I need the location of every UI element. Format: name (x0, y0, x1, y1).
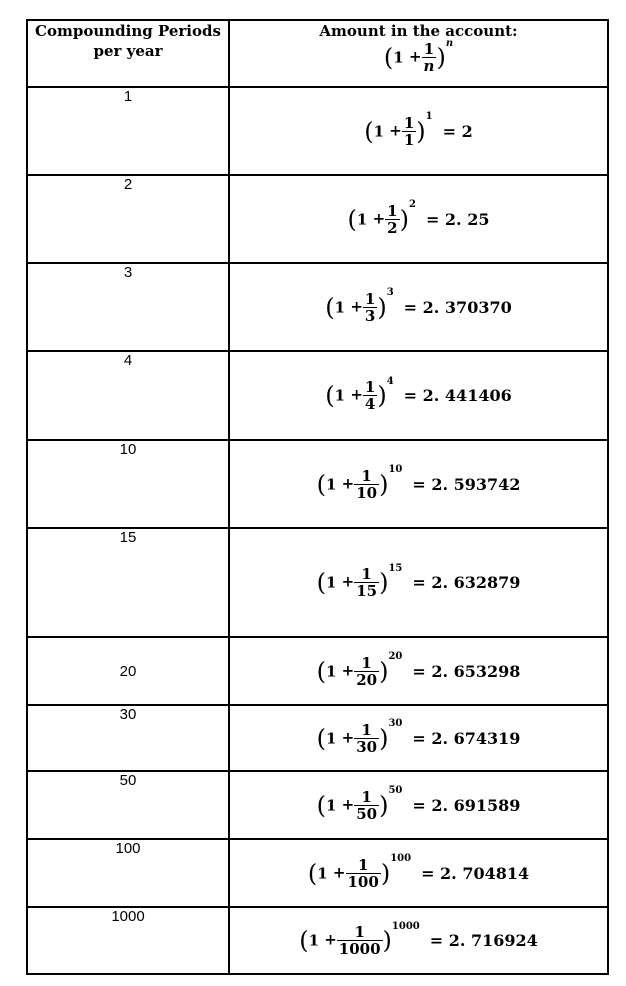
exponent: 30 (388, 718, 403, 729)
formula-expression: (1 + $\frac{1}{10}$ )$^{10}$ (316, 464, 403, 502)
amount-value: = 2 (442, 121, 473, 141)
formula-expression: (1 + $\frac{1}{4}$ )$^4$ (325, 375, 394, 413)
table-row (27, 839, 608, 907)
amount-value: = 2. 441406 (403, 386, 512, 405)
amount-value: = 2. 716924 (429, 931, 538, 950)
exponent: 2 (408, 199, 416, 210)
amount-formula (229, 87, 608, 175)
amount-value: = 2. 370370 (403, 297, 512, 317)
exponent: 1 (425, 111, 433, 122)
amount-value: = 2. 653298 (412, 661, 521, 681)
table-row (27, 351, 608, 440)
period-count: 1000 (27, 907, 229, 974)
periods-header-line2: per year (93, 42, 163, 60)
period-count: 3 (27, 263, 229, 351)
table-row (27, 771, 608, 839)
exponent: 100 (390, 853, 412, 864)
exponent: 50 (388, 785, 403, 796)
period-count: 4 (27, 351, 229, 440)
periods-header-line1: Compounding Periods (35, 22, 221, 40)
amount-formula (229, 637, 608, 705)
period-count: 10 (27, 440, 229, 528)
period-count: 30 (27, 705, 229, 771)
period-count: 50 (27, 771, 229, 839)
formula-expression: (1 + $\frac{1}{1000}$ )$^{1000}$ (299, 920, 420, 958)
table-row (27, 528, 608, 637)
formula-expression: (1 + $\frac{1}{2}$ )$^2$ (347, 199, 416, 237)
amount-value: = 2. 674319 (412, 728, 521, 748)
amount-value: = 2. 704814 (421, 863, 530, 883)
formula-expression: (1 + $\frac{1}{3}$ )$^3$ (325, 287, 394, 325)
amount-formula (229, 175, 608, 263)
amount-formula (229, 528, 608, 637)
exponent: 10 (388, 464, 403, 475)
amount-value: = 2. 593742 (412, 474, 521, 494)
amount-value: = 2. 632879 (412, 573, 521, 592)
period-count: 2 (27, 175, 229, 263)
formula-expression: (1 + $\frac{1}{100}$ )$^{100}$ (307, 853, 412, 891)
formula-expression: (1 + $\frac{1}{15}$ )$^{15}$ (316, 562, 403, 600)
table-row (27, 440, 608, 528)
exponent: 20 (388, 651, 403, 662)
amount-header (229, 20, 608, 87)
amount-formula (229, 771, 608, 839)
amount-header-label: Amount in the account: (319, 22, 518, 40)
formula-expression: (1 + $\frac{1}{20}$ )$^{20}$ (316, 651, 403, 689)
header-row (27, 20, 608, 87)
amount-value: = 2. 691589 (412, 795, 521, 815)
table-row (27, 263, 608, 351)
table-row (27, 175, 608, 263)
exponent: 1000 (391, 920, 420, 932)
header-formula: (1 + $\frac{1}{n}$ )$^n$ (383, 37, 454, 75)
compounding-table (26, 19, 609, 975)
amount-formula (229, 839, 608, 907)
exponent: 3 (386, 287, 394, 298)
amount-formula (229, 440, 608, 528)
amount-formula (229, 263, 608, 351)
formula-expression: (1 + $\frac{1}{1}$ )$^1$ (364, 111, 433, 149)
table-row (27, 705, 608, 771)
period-count: 20 (27, 637, 229, 705)
amount-value: = 2. 25 (425, 209, 490, 229)
formula-expression: (1 + $\frac{1}{50}$ )$^{50}$ (316, 785, 403, 823)
period-count: 100 (27, 839, 229, 907)
amount-formula (229, 705, 608, 771)
table-row (27, 87, 608, 175)
formula-expression: (1 + $\frac{1}{30}$ )$^{30}$ (316, 718, 403, 756)
period-count: 15 (27, 528, 229, 637)
table-row (27, 637, 608, 705)
exponent: 15 (388, 562, 403, 574)
amount-formula (229, 907, 608, 974)
table-row (27, 907, 608, 974)
period-count: 1 (27, 87, 229, 175)
exponent: 4 (386, 375, 394, 387)
amount-formula (229, 351, 608, 440)
periods-header (27, 20, 229, 87)
